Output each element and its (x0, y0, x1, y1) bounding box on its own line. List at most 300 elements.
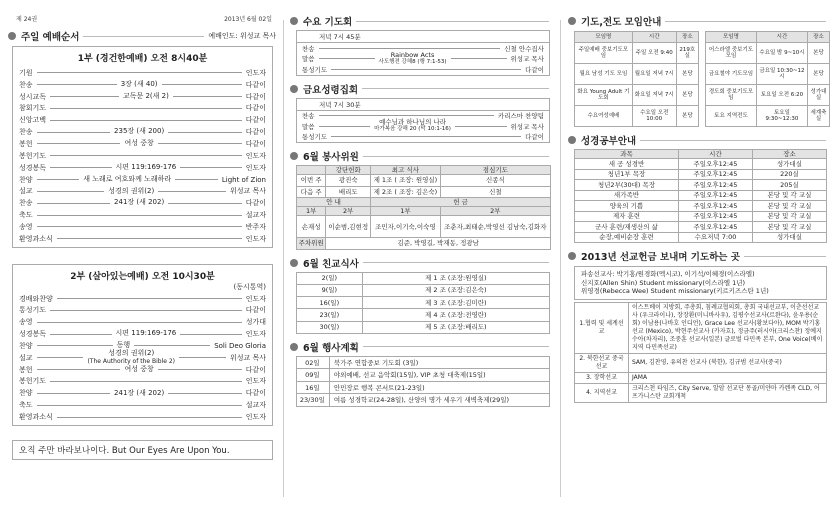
program-leader: 다같이 (245, 389, 266, 398)
program-detail (116, 330, 177, 338)
table-header: 주차위원 (297, 238, 326, 250)
leader-line (50, 155, 242, 156)
program-item: 찬송 (302, 44, 315, 53)
table-row (706, 64, 830, 85)
leader-line (37, 84, 117, 85)
program-row (19, 411, 266, 423)
leader-line (37, 215, 242, 216)
program-item: 말씀 (302, 122, 315, 131)
table-row (575, 222, 827, 233)
program-leader: 다같이 (525, 65, 544, 74)
footer-motto: 오직 주만 바라보나이다. But Our Eyes Are Upon You. (12, 440, 273, 460)
meetings-table-right (705, 31, 830, 127)
leader-line (57, 238, 242, 239)
leader-line (319, 126, 371, 127)
program-leader: 위성교 목사 (229, 353, 266, 362)
bullet-icon (8, 32, 16, 40)
table-cell: 제 1 조 (조장:원영실) (362, 272, 549, 284)
program-item: 통성기도 (302, 133, 328, 142)
program-detail-text: 235장 (새 200) (114, 127, 165, 136)
worship-section-title: 주일 예배순서 예배인도: 위성교 목사 (8, 29, 276, 43)
program-row (19, 91, 266, 103)
program-detail-text: 241장 (새 202) (114, 388, 165, 397)
table-cell: 9(일) (297, 284, 363, 296)
leader-line (50, 120, 242, 121)
fellowship-table (296, 272, 550, 334)
program-detail (114, 128, 164, 136)
table-row (297, 381, 550, 394)
program-row (19, 328, 266, 340)
table-cell: 성가대실 (807, 85, 829, 106)
program-item: 축도 (19, 401, 33, 410)
program-detail (374, 119, 451, 133)
program-item: 찬양 (19, 341, 33, 350)
bullet-icon (568, 136, 576, 144)
program-row (19, 293, 266, 305)
program-detail (124, 366, 153, 374)
program-row (302, 50, 544, 65)
program-item: 설교 (19, 353, 33, 362)
program-detail-text: 새 노래로 여호와께 노래하라 (83, 174, 172, 183)
program-detail (108, 188, 154, 196)
table-cell: 금요철야 기도모임 (706, 64, 757, 85)
program-item: 찬송 (19, 128, 33, 137)
leader-line (319, 115, 494, 116)
program-item: 봉헌 (19, 365, 33, 374)
table-row (297, 309, 550, 321)
table-row (575, 190, 827, 201)
table-cell: 새가족반 (575, 190, 679, 201)
table-cell: 순장,예비순장 훈련 (575, 232, 679, 243)
table-cell: 북가주 연합중보 기도회 (3일) (329, 356, 549, 369)
offering-header: 헌 금 (371, 198, 551, 207)
column-schedule (290, 0, 553, 507)
table-cell: 이번 주 (297, 175, 326, 187)
table-cell: 수요일 오전 10:00 (632, 106, 676, 127)
table-row (297, 272, 550, 284)
table-cell: 220실 (752, 169, 826, 180)
table-cell: 02일 (297, 356, 330, 369)
leader-line (180, 334, 241, 335)
program-detail-text: 여성 중창 (124, 364, 154, 373)
table-row (297, 297, 550, 309)
program-item: 찬양 (19, 175, 33, 184)
table-row (297, 394, 550, 407)
program-leader: 다같이 (245, 306, 266, 315)
table-row (575, 43, 699, 64)
program-detail (114, 390, 164, 398)
program-item: 신앙고백 (19, 116, 47, 125)
program-row (19, 114, 266, 126)
program-item: 기원 (19, 68, 33, 77)
program-leader: 성가대 (245, 318, 266, 327)
program-row (19, 103, 266, 115)
table-header: 최고 식사 (371, 166, 441, 175)
table-cell: 주일오후12:45 (678, 190, 752, 201)
bullet-icon (290, 343, 298, 351)
table-row (297, 186, 551, 198)
wed-box (296, 30, 550, 76)
mission-table (574, 302, 827, 403)
table-cell: 본당 (676, 85, 698, 106)
program-row (19, 197, 266, 209)
table-cell: 3. 장학선교 (575, 372, 629, 383)
table-cell: 23/30일 (297, 394, 330, 407)
table-cell: 09일 (297, 369, 330, 382)
table-header: 장소 (676, 32, 698, 43)
program-leader: Soli Deo Gloria (214, 341, 266, 350)
program-item: 통성기도 (19, 306, 47, 315)
program-leader: 인도자 (245, 377, 266, 386)
service-table (296, 165, 551, 250)
program-detail (114, 199, 164, 207)
table-cell: 안민장로 행복 콘서트(21-23일) (329, 381, 549, 394)
table-cell: 주일오후12:45 (678, 211, 752, 222)
program-leader: 다같이 (245, 104, 266, 113)
leader-line (57, 417, 242, 418)
service-section-title: 6월 봉사위원 (290, 149, 553, 163)
table-cell: 본당 (676, 106, 698, 127)
program-row (19, 126, 266, 138)
meetings-section-title: 기도,전도 모임안내 (568, 14, 830, 28)
program-row (19, 162, 266, 174)
program-item: 축도 (19, 211, 33, 220)
table-header: 2부 (440, 207, 550, 216)
leader-line (37, 203, 111, 204)
events-table (296, 356, 550, 407)
table-row (575, 372, 827, 383)
table-cell: 손재성 (297, 216, 326, 238)
leader-line (37, 322, 242, 323)
program-row (302, 118, 544, 133)
table-row (297, 175, 551, 187)
program-item: 성시교독 (19, 92, 47, 101)
fellow-section-title: 6월 친교식사 (290, 256, 553, 270)
program-detail-text: 성경의 권위(2) (108, 349, 155, 358)
table-header: 과목 (575, 150, 679, 159)
program-item: 환영과소식 (19, 234, 53, 243)
leader-line (37, 143, 121, 144)
table-cell: 광진숙 (326, 175, 371, 187)
program-row (19, 305, 266, 317)
program-item: 봉헌기도 (19, 151, 47, 160)
program-leader: 다같이 (245, 128, 266, 137)
program-row (19, 399, 266, 411)
service1-box (12, 46, 273, 248)
table-cell: 여름 성경학교(24-28일), 산양의 명가 세우기 새벽축제(29일) (329, 394, 549, 407)
program-leader: 위성교 목사 (510, 122, 544, 131)
table-cell: 다음 주 (297, 186, 326, 198)
table-cell: 크리스천 타임즈, City Serve, 알암 선교단 몽골/미얀마 카렌족 CLD, 어프가니스탄 교회개척 (629, 383, 827, 402)
program-item: 송영 (19, 318, 33, 327)
table-row (297, 369, 550, 382)
table-cell: 토요 지역전도 (706, 106, 757, 127)
table-cell: 새 공 성경반 (575, 159, 679, 170)
table-cell: 청년1부 목장 (575, 169, 679, 180)
bullet-icon (290, 152, 298, 160)
program-detail-sub: 마가복음 강해 20 (막 10:1-16) (374, 126, 451, 133)
table-cell: 주일오후12:45 (678, 222, 752, 233)
program-detail (123, 93, 169, 101)
program-row (19, 79, 266, 91)
program-leader: 다같이 (245, 139, 267, 148)
leader-line (162, 84, 242, 85)
table-row (575, 353, 827, 372)
program-leader: 인도자 (245, 413, 266, 422)
leader-line (50, 167, 111, 168)
leader-line (168, 203, 242, 204)
table-cell: 제 2 조 (조장:김은숙) (362, 284, 549, 296)
program-row (19, 349, 266, 365)
program-detail-text: 여성 중창 (124, 139, 154, 148)
table-row (575, 64, 699, 85)
table-header: 1부 (297, 207, 326, 216)
program-detail (116, 164, 177, 172)
table-cell: 이스트베이 지방회, 주총회, 침례교협의회, 총회 국내선교부, 이춘선선교사 (우크라이나), 장장환(미니바사우), 김평수선교사(르완다), 윤우용(순회) 이남용(나바호 인디언), Grace Lee 선교사(황보다아), MOM 박기홍선교 (Mexico), 박현주선교사 (카자흐), 정금주(러시아(크리스찬) 정예지수아(차자리), 조중훈 선교사(일본) 글로벌 다민족 본부, One Voice(베이지역 다민족선교) (629, 302, 827, 353)
table-cell: 본당 (807, 64, 829, 85)
table-cell: 본당 및 각 교실 (752, 222, 826, 233)
table-cell: 세계축실 (807, 106, 829, 127)
program-row (19, 387, 266, 399)
missionary-line: 신지호(Allen Shin) Student missionary(이스라엘 1년) (581, 278, 746, 287)
table-cell: 수요일 밤 9~10시 (756, 43, 807, 64)
table-cell: 본당 (807, 43, 829, 64)
leader-line (168, 393, 242, 394)
program-item: 말씀 (302, 55, 315, 64)
program-detail (124, 140, 153, 148)
table-cell: SAM, 김찬영, 유의찬 선교사 (북한), 김규범 선교사(중국) (629, 353, 827, 372)
table-cell: 어스라엘 중보기도모임 (706, 43, 757, 64)
mission-section-title: 2013년 선교헌금 보내며 기도하는 곳 (568, 249, 830, 263)
table-cell: 양육의 기쁨 (575, 201, 679, 212)
program-item: 성경봉독 (19, 163, 47, 172)
table-cell: 주일오후12:45 (678, 180, 752, 191)
program-row (19, 174, 266, 186)
program-leader: 인도자 (245, 330, 267, 339)
table-cell: 2. 북한선교 중국선교 (575, 353, 629, 372)
program-detail-sub: 사도행전 강해8 (행 7:1-53) (378, 58, 447, 65)
table-cell: 제 4 조 (조장:전영란) (362, 309, 549, 321)
table-cell: 화요 Young Adult 기도회 (575, 85, 633, 106)
table-cell: 월요일 저녁 7시 (632, 64, 676, 85)
leader-line (37, 191, 105, 192)
program-detail-text: 동행 (116, 341, 131, 350)
table-row (706, 85, 830, 106)
program-row (19, 221, 266, 233)
table-cell: 야외예배, 선교 음악회(15일), VIP 초청 대축제(15일) (329, 369, 549, 382)
table-cell: 이순범,김현정 (326, 216, 371, 238)
table-cell: 청년2부(30대) 목장 (575, 180, 679, 191)
table-cell: 신종식 (440, 175, 550, 187)
leader-line (50, 334, 111, 335)
program-item: 봉헌 (19, 139, 33, 148)
table-row (575, 211, 827, 222)
program-leader: 반주자 (245, 222, 266, 231)
leader-line (37, 369, 121, 370)
program-leader: 다같이 (245, 92, 267, 101)
table-row (297, 356, 550, 369)
table-header: 점심기도 (440, 166, 550, 175)
table-header: 2부 (326, 207, 371, 216)
program-leader: 다같이 (525, 133, 544, 142)
program-leader: 위성교 목사 (510, 55, 544, 64)
table-header: 모임명 (706, 32, 757, 43)
program-item: 환영과소식 (19, 413, 53, 422)
program-detail-text: Rainbow Acts (390, 50, 435, 59)
service1-title: 1부 (경건한예배) 오전 8시40분 (77, 54, 208, 64)
leader-line (180, 167, 241, 168)
table-cell: 조춘자,최태순,박영선 김남숙,김화자 (440, 216, 550, 238)
leader-line (173, 96, 242, 97)
program-detail-text: 교독문 2(새 2) (122, 91, 169, 100)
table-header: 장소 (752, 150, 826, 159)
bullet-icon (568, 252, 576, 260)
table-row (575, 180, 827, 191)
missionary-line: 위영경(Rebecca Wee) Student missionary(키르키즈스탄 1년) (581, 287, 769, 295)
program-detail-text: 241장 (새 202) (114, 198, 165, 207)
table-row (706, 106, 830, 127)
interpretation-note: (동시통역) (233, 282, 266, 291)
leader-line (158, 143, 242, 144)
program-leader: 카리스마 찬양팀 (497, 112, 544, 121)
program-detail (83, 176, 171, 184)
table-cell: 제 5 조 (조장:배리도) (362, 321, 549, 333)
column-worship (8, 0, 276, 507)
table-cell: 월요 남성 기도 모임 (575, 64, 633, 85)
program-row (19, 364, 266, 376)
table-row (575, 302, 827, 353)
leader-line (37, 393, 111, 394)
events-section-title: 6월 행사계획 (290, 340, 553, 354)
study-section-title: 성경공부안내 (568, 133, 830, 147)
program-leader: 다같이 (245, 365, 267, 374)
table-header: 강단헌화 (326, 166, 371, 175)
leader-line (50, 381, 242, 382)
leader-line (50, 310, 242, 311)
bullet-icon (290, 17, 298, 25)
column-info (568, 0, 830, 507)
table-header: 시간 (756, 32, 807, 43)
program-leader: 다같이 (245, 199, 266, 208)
program-item: 성경봉독 (19, 330, 47, 339)
table-cell: 토요일 오전 6:20 (756, 85, 807, 106)
program-row (19, 233, 266, 245)
program-row (19, 376, 266, 388)
program-leader: Light of Zion (221, 175, 266, 184)
program-row (19, 150, 266, 162)
bullet-icon (290, 85, 298, 93)
leader-line (37, 132, 111, 133)
table-cell: 조민자,이기숙,이숙영 (371, 216, 441, 238)
table-cell: 제 2조 ( 조장: 김은숙) (371, 186, 441, 198)
leader-line (50, 108, 242, 109)
missionaries-list (574, 266, 827, 300)
leader-line (37, 405, 242, 406)
program-item: 찬송 (19, 80, 33, 89)
program-row (19, 316, 266, 328)
table-cell: 본당 및 각 교실 (752, 190, 826, 201)
table-cell: 제 1조 ( 조장: 원영실) (371, 175, 441, 187)
wed-time: 저녁 7시 45분 (297, 31, 549, 43)
table-cell: 제자 훈련 (575, 211, 679, 222)
page-header (8, 0, 276, 23)
table-row (575, 85, 699, 106)
leader-line (37, 72, 242, 73)
table-cell: 205실 (752, 180, 826, 191)
program-detail-sub: (The Authority of the Bible 2) (87, 357, 176, 365)
table-row (297, 321, 550, 333)
program-item: 찬양 (19, 389, 33, 398)
table-header (297, 166, 326, 175)
program-detail (87, 350, 175, 365)
leader-line (37, 179, 80, 180)
program-leader: 다같이 (245, 80, 267, 89)
table-cell: JAMA (629, 372, 827, 383)
table-cell: 신철 (440, 186, 550, 198)
program-item: 송영 (19, 222, 33, 231)
table-row (575, 169, 827, 180)
leader-line (37, 345, 113, 346)
leader-line (57, 298, 242, 299)
program-leader: 설교자 (245, 401, 266, 410)
table-cell: 화요일 저녁 7시 (632, 85, 676, 106)
table-row (575, 106, 699, 127)
table-cell: 금요일 10:30~12시 (756, 64, 807, 85)
program-item: 설교 (19, 187, 33, 196)
table-cell: 수요여성예배 (575, 106, 633, 127)
program-leader: 위성교 목사 (229, 187, 266, 196)
table-cell: 성가대실 (752, 232, 826, 243)
leader-line (319, 48, 501, 49)
program-leader: 인도자 (245, 151, 266, 160)
missionary-line: 파송선교사: 박기홍/원경화(멕시코), 이기석/이혜경(이스라엘) (581, 270, 755, 278)
leader-line (175, 179, 218, 180)
study-table (574, 149, 827, 243)
leader-line (168, 132, 242, 133)
program-item: 경배와찬양 (19, 294, 53, 303)
table-cell: 16(일) (297, 297, 363, 309)
leader-line (37, 357, 84, 358)
table-header: 시간 (678, 150, 752, 159)
program-row (19, 138, 266, 150)
program-detail-text: 예수님과 하나님의 나라 (379, 118, 447, 127)
table-row (575, 232, 827, 243)
program-leader: 인도자 (245, 294, 266, 303)
program-item: 참회기도 (19, 104, 47, 113)
table-header: 1부 (371, 207, 441, 216)
table-cell: 성가대실 (752, 159, 826, 170)
presider: 예배인도: 위성교 목사 (208, 32, 276, 40)
program-detail-text: 3장 (새 40) (120, 80, 158, 89)
table-cell: 16일 (297, 381, 330, 394)
fri-time: 저녁 7시 30분 (297, 99, 549, 111)
table-cell: 본당 (676, 64, 698, 85)
table-cell: 30(일) (297, 321, 363, 333)
program-leader: 신철 안수집사 (504, 44, 544, 53)
table-cell: 배리도 (326, 186, 371, 198)
service2-title: 2부 (살아있는예배) 오전 10시30분 (70, 271, 215, 282)
program-detail (121, 81, 158, 89)
leader-line (158, 191, 226, 192)
table-cell: 주일 오전 9:40 (632, 43, 676, 64)
table-cell: 경도회 중보기도모임 (706, 85, 757, 106)
page-volume: 제 24권 (16, 16, 38, 23)
meetings-tables (574, 31, 830, 127)
leader-line (451, 58, 507, 59)
meetings-table-left (574, 31, 699, 127)
program-item: 찬송 (19, 199, 33, 208)
usher-header: 안 내 (297, 198, 371, 207)
